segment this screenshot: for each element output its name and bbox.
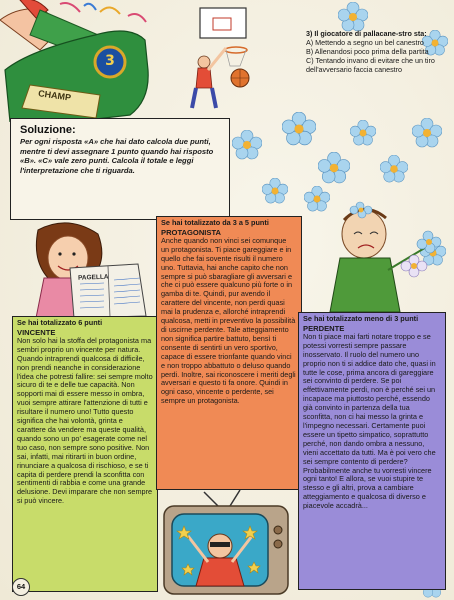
- flower-icon: [412, 118, 442, 148]
- question-3-title: 3) Il giocatore di pallacane-stro sta:: [306, 29, 427, 38]
- girl-report-card-illustration: [8, 220, 148, 318]
- flower-icon: [338, 2, 368, 32]
- question-3-option-b: B) Allenandosi poco prima della partita: [306, 46, 429, 56]
- result-box-vincente-head: Se hai totalizzato 6 punti: [17, 318, 103, 327]
- flower-icon: [318, 152, 350, 184]
- flower-icon: [282, 112, 316, 146]
- page-number: 64: [12, 578, 30, 596]
- result-box-perdente-head: Se hai totalizzato meno di 3 punti: [303, 314, 419, 323]
- flower-icon: [262, 178, 288, 204]
- flower-icon: [232, 130, 262, 160]
- bottle-label: CHAMP: [37, 88, 72, 103]
- flower-icon: [380, 155, 408, 183]
- result-box-protagonista-text: Anche quando non vinci sei comunque un protagonista. Ti piace gareggiare e in quello che fai sovente risulti il numero uno. Tuttavia, hai anche capito che non sempre si può sbaragliare gli avversari e che ci può essere qualcuno più forte o in gamba di te. Quindi, pur avendo il carattere del vincente, non perdi quasi mai la prudenza e, allorché intraprendi qualcosa, metti in preventivo la possibilità di uscirne perdente. Tale atteggiamento non significa partire battuto, bensì ti consente di sentirti un vero sportivo, capace di essere trionfante quando vinci e non troppo abbattuto o deluso quando perdi. Inoltre, sai riconoscere i meriti degli avversari e questo ti fa onore. Quindi in ogni caso, vincente o perdente, sei sempre un protagonista.: [161, 235, 296, 406]
- result-box-perdente-content: [303, 315, 440, 511]
- result-box-protagonista-title: PROTAGONISTA: [161, 227, 222, 237]
- question-3: [306, 30, 448, 75]
- result-box-protagonista-head: Se hai totalizzato da 3 a 5 punti: [161, 218, 269, 227]
- champion-bottle-illustration: [0, 0, 150, 122]
- flower-icon: [350, 120, 376, 146]
- result-box-vincente-content: [17, 319, 153, 506]
- solution-text: Per ogni risposta «A» che hai dato calcola due punti, mentre ti devi assegnare 1 punto quando hai risposto «B». «C» vale zero punti. Calcola il totale e leggi l'interpretazione che ti riguarda.: [20, 137, 214, 175]
- solution-content: [20, 124, 224, 175]
- result-box-perdente-text: Non ti piace mai farti notare troppo e se potessi vorresti sempre passare inosservato. Il ruolo del numero uno proprio non ti si addice dato che, quasi in tutte le cose, prima ancora di gareggiare sei convinto di perdere. Se poi effettivamente perdi, non è perché sei un incapace ma piuttosto perché, essendo già convinto in partenza della tua sconfitta, non ci hai messo la grinta e l'impegno necessari. Certamente puoi essere un tipetto simpatico, soprattutto perché, non dando ombra a nessuno, vieni accettato da tutti. Ma è poi vero che sei sempre contento di perdere? Probabilmente anche tu vorresti vincere ogni tanto! E allora, se vuoi stupire te stesso e gli altri, prova a cambiare atteggiamento e qualcosa di diverso e piacevole accadrà...: [303, 331, 436, 511]
- report-card-label: PAGELLA: [77, 273, 109, 282]
- result-box-perdente-title: PERDENTE: [303, 323, 345, 333]
- television-illustration: [158, 486, 294, 598]
- basketball-player-illustration: [180, 4, 310, 114]
- result-box-vincente-title: VINCENTE: [17, 327, 56, 337]
- question-3-option-c: C) Tentando invano di evitare che un tiro dell'avversario faccia canestro: [306, 55, 435, 74]
- solution-title: Soluzione:: [20, 124, 76, 136]
- result-box-vincente-text: Non solo hai la stoffa del protagonista ma sembri proprio un vincente per natura. Quando intraprendi qualcosa di difficile, non prendi neanche in considerazione l'idea che potresti fallire: sei sempre molto sicuro di te e delle tue capacità. Non sopporti mai di essere messo in ombra, vuoi sempre attirare l'attenzione di tutti e risultare il numero uno! Tutto questo significa che hai volontà, grinta e carattere da vendere ma queste qualità, quando sono un po' esagerate come nel tuo caso, non sempre sono positive. Non sai, infatti, mai ritirarti in buon ordine, rinunciare a qualcosa di rischioso, e se ti capita di perdere prendi la sconfitta con sentimenti di rabbia e come una grande delusione. Devi imparare che non sempre si può vincere.: [17, 335, 153, 506]
- bottle-number: 3: [105, 53, 115, 69]
- sad-boy-illustration: [318, 200, 454, 312]
- result-box-protagonista-content: [161, 219, 296, 406]
- question-3-option-a: A) Mettendo a segno un bel canestro: [306, 37, 424, 47]
